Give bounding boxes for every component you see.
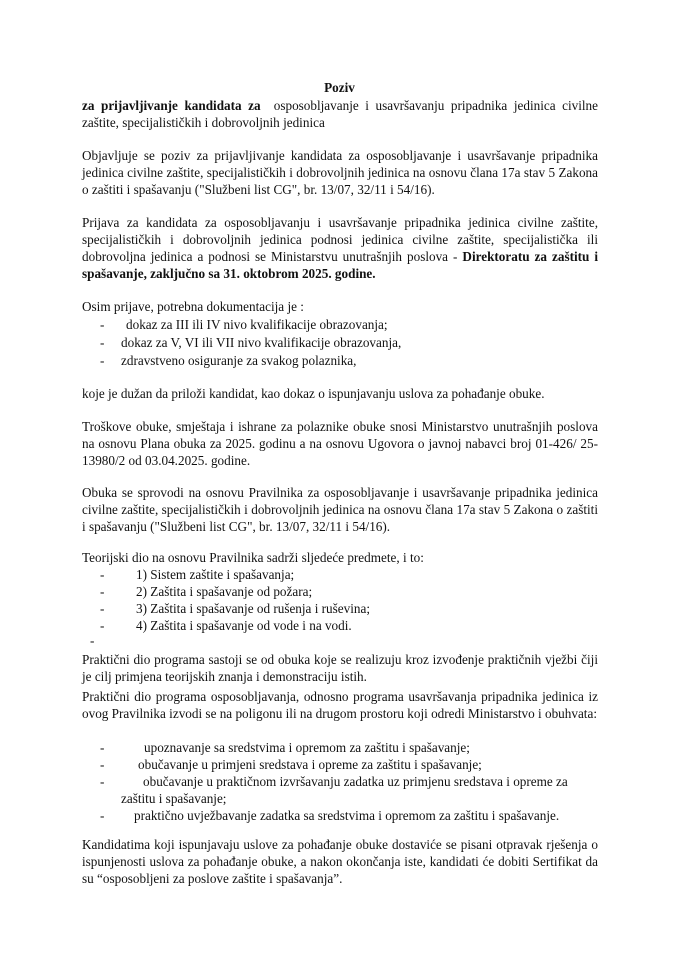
page-title: Poziv bbox=[324, 80, 355, 95]
subtitle-bold: za prijavljivanje kandidata za bbox=[82, 98, 261, 113]
practical-list-item: zaštitu i spašavanje; bbox=[121, 791, 227, 806]
theory-list-item: 3) Zaštita i spašavanje od rušenja i ruševina; bbox=[136, 601, 371, 616]
deadline: zaključno sa 31. oktobrom 2025. godine. bbox=[150, 266, 376, 281]
theory-list-item: 4) Zaštita i spašavanje od vode i na vodi. bbox=[136, 618, 352, 633]
directorate-name: Direktoratu za zaštitu i spašavanje bbox=[82, 249, 599, 281]
list-dash: - bbox=[100, 808, 105, 823]
paragraph-costs: Troškove obuke, smještaja i ishrane za polaznike obuke snosi Ministarstvo unutrašnjih poslova na osnovu Plana obuka za 2025. godinu a na osnovu Ugovora o javnoj nabavci broj 01-426/ 25-13980/2 od 03.04.2025. godine. bbox=[82, 419, 598, 468]
docs-outro: koje je dužan da priloži kandidat, kao dokaz o ispunjavanju uslova za pohađanje obuke. bbox=[82, 386, 545, 401]
separator-comma: , bbox=[143, 266, 147, 281]
theory-intro: Teorijski dio na osnovu Pravilnika sadrži sljedeće predmete, i to: bbox=[82, 550, 424, 565]
practical-list-item: obučavanje u praktičnom izvršavanju zadatka uz primjenu sredstava i opreme za bbox=[143, 774, 568, 789]
paragraph-basis: Obuka se sprovodi na osnovu Pravilnika za osposobljavanje i usavršavanje pripadnika jedinica civilne zaštite, specijalističkih i dobrovoljnih jedinica na osnovu člana 17a stav 5 Zakona o zaštiti i spašavanju ("Službeni list CG", br. 13/07, 32/11 i 54/16). bbox=[82, 485, 598, 534]
application-text: Prijava za kandidata za osposobljavanju i usavršavanje pripadnika jedinica civilne zaštite, specijalističkih i dobrovoljnih jedinica podnosi jedinica civilne zaštite, specijalistička ili dobrovoljna jedinica a podnosi se Ministarstvu unutrašnjih poslova - bbox=[82, 215, 598, 264]
list-dash: - bbox=[100, 774, 105, 789]
docs-list-item: dokaz za III ili IV nivo kvalifikacije obrazovanja; bbox=[126, 317, 388, 332]
list-dash: - bbox=[90, 633, 95, 648]
subtitle bbox=[82, 97, 598, 131]
list-dash: - bbox=[100, 567, 105, 582]
list-dash: - bbox=[100, 335, 105, 350]
docs-list-item: dokaz za V, VI ili VII nivo kvalifikacije obrazovanja, bbox=[121, 335, 402, 350]
paragraph-final: Kandidatima koji ispunjavaju uslove za pohađanje obuke dostaviće se pisani otpravak rješenja o ispunjenosti uslova za pohađanje obuke, a nakon okončanja iste, kandidati će dobiti Sertifikat da su “osposobljeni za poslove zaštite i spašavanja”. bbox=[82, 837, 598, 886]
list-dash: - bbox=[100, 618, 105, 633]
paragraph-application bbox=[82, 214, 598, 282]
theory-list-item: 1) Sistem zaštite i spašavanja; bbox=[136, 567, 295, 582]
practical-list-item: upoznavanje sa sredstvima i opremom za zaštitu i spašavanje; bbox=[144, 740, 470, 755]
practical-list-item: obučavanje u primjeni sredstava i opreme za zaštitu i spašavanje; bbox=[138, 757, 482, 772]
list-dash: - bbox=[100, 601, 105, 616]
theory-list-item: 2) Zaštita i spašavanje od požara; bbox=[136, 584, 313, 599]
paragraph-practical-intro: Praktični dio programa sastoji se od obuka koje se realizuju kroz izvođenje praktičnih vježbi čiji je cilj primjena teorijskih znanja i demonstraciju istih. bbox=[82, 652, 598, 684]
list-dash: - bbox=[100, 757, 105, 772]
list-dash: - bbox=[100, 740, 105, 755]
list-dash: - bbox=[100, 584, 105, 599]
subtitle-rest: osposobljavanje i usavršavanju pripadnika jedinica civilne zaštite, specijalističkih i dobrovoljnih jedinica bbox=[82, 98, 599, 130]
paragraph-announcement: Objavljuje se poziv za prijavljivanje kandidata za osposobljavanje i usavršavanje pripadnika jedinica civilne zaštite, specijalističkih i dobrovoljnih jedinica na osnovu člana 17a stav 5 Zakona o zaštiti i spašavanju ("Službeni list CG", br. 13/07, 32/11 i 54/16). bbox=[82, 148, 598, 197]
docs-list-item: zdravstveno osiguranje za svakog polaznika, bbox=[121, 353, 357, 368]
paragraph-practical-program: Praktični dio programa osposobljavanja, odnosno programa usavršavanja pripadnika jedinica iz ovog Pravilnika izvodi se na poligonu ili na drugom prostoru koji odredi Ministarstvo i obuhvata: bbox=[82, 689, 598, 721]
list-dash: - bbox=[100, 353, 105, 368]
practical-list-item: praktično uvježbavanje zadatka sa sredstvima i opremom za zaštitu i spašavanje. bbox=[134, 808, 560, 823]
list-dash: - bbox=[100, 317, 105, 332]
docs-intro: Osim prijave, potrebna dokumentacija je : bbox=[82, 299, 304, 314]
